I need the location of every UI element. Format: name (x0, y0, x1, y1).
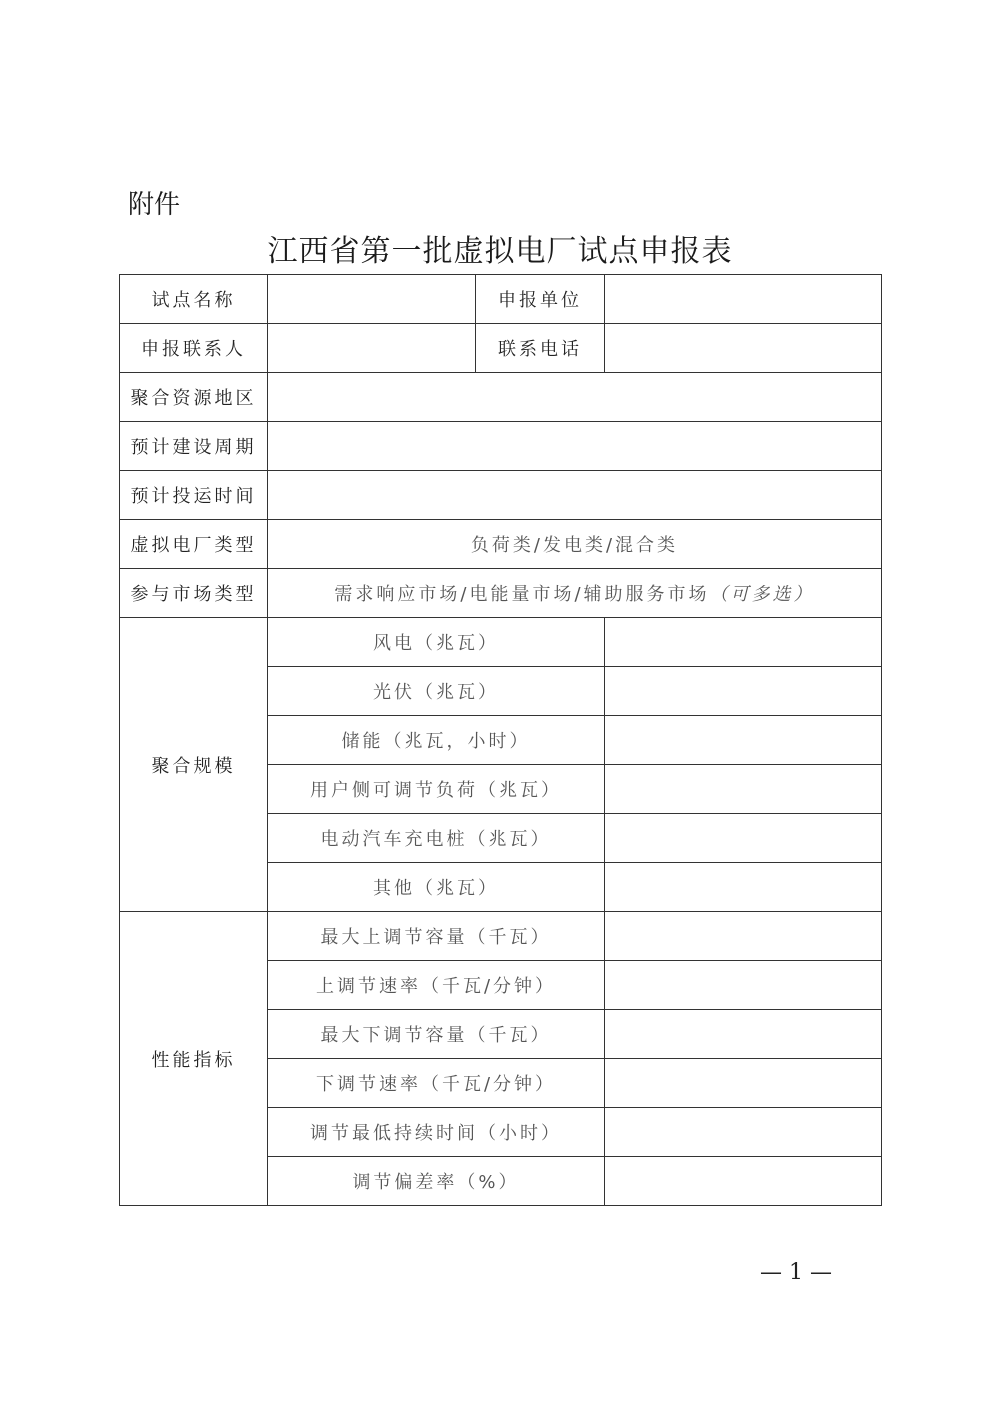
table-row (120, 373, 882, 422)
document-title: 江西省第一批虚拟电厂试点申报表 (267, 234, 733, 269)
table-row (120, 912, 882, 961)
scale-item-field[interactable] (605, 863, 882, 912)
scale-item-field[interactable] (605, 716, 882, 765)
operation-time-label: 预计投运时间 (120, 471, 268, 520)
performance-item-label: 下调节速率（千瓦/分钟） (268, 1059, 605, 1108)
table-row (120, 275, 882, 324)
table-row (120, 471, 882, 520)
aggregate-scale-label: 聚合规模 (120, 618, 268, 912)
vpp-type-label: 虚拟电厂类型 (120, 520, 268, 569)
table-row (120, 569, 882, 618)
scale-item-label: 其他（兆瓦） (268, 863, 605, 912)
pilot-name-field[interactable] (268, 275, 476, 324)
performance-item-label: 最大上调节容量（千瓦） (268, 912, 605, 961)
contact-person-field[interactable] (268, 324, 476, 373)
performance-label: 性能指标 (120, 912, 268, 1206)
performance-item-field[interactable] (605, 1108, 882, 1157)
scale-item-label: 用户侧可调节负荷（兆瓦） (268, 765, 605, 814)
scale-item-field[interactable] (605, 667, 882, 716)
table-row (120, 324, 882, 373)
scale-item-label: 储能（兆瓦，小时） (268, 716, 605, 765)
page-number: — 1 — (760, 1260, 832, 1285)
applicant-unit-label: 申报单位 (476, 275, 605, 324)
performance-item-label: 上调节速率（千瓦/分钟） (268, 961, 605, 1010)
performance-item-label: 调节最低持续时间（小时） (268, 1108, 605, 1157)
scale-item-label: 电动汽车充电桩（兆瓦） (268, 814, 605, 863)
resource-region-label: 聚合资源地区 (120, 373, 268, 422)
performance-item-field[interactable] (605, 961, 882, 1010)
performance-item-field[interactable] (605, 1010, 882, 1059)
table-row (120, 422, 882, 471)
scale-item-label: 风电（兆瓦） (268, 618, 605, 667)
vpp-type-options[interactable]: 负荷类/发电类/混合类 (268, 520, 882, 569)
market-type-options[interactable] (268, 569, 882, 618)
scale-item-field[interactable] (605, 814, 882, 863)
construction-period-label: 预计建设周期 (120, 422, 268, 471)
contact-phone-label: 联系电话 (476, 324, 605, 373)
applicant-unit-field[interactable] (605, 275, 882, 324)
performance-item-label: 调节偏差率（%） (268, 1157, 605, 1206)
market-type-note: （可多选） (709, 584, 815, 605)
performance-item-field[interactable] (605, 1059, 882, 1108)
operation-time-field[interactable] (268, 471, 882, 520)
market-type-label: 参与市场类型 (120, 569, 268, 618)
application-form-table (119, 274, 882, 1206)
scale-item-field[interactable] (605, 765, 882, 814)
scale-item-label: 光伏（兆瓦） (268, 667, 605, 716)
performance-item-field[interactable] (605, 1157, 882, 1206)
table-row (120, 520, 882, 569)
performance-item-field[interactable] (605, 912, 882, 961)
scale-item-field[interactable] (605, 618, 882, 667)
contact-phone-field[interactable] (605, 324, 882, 373)
pilot-name-label: 试点名称 (120, 275, 268, 324)
contact-person-label: 申报联系人 (120, 324, 268, 373)
attachment-label: 附件 (128, 190, 181, 220)
construction-period-field[interactable] (268, 422, 882, 471)
resource-region-field[interactable] (268, 373, 882, 422)
table-row (120, 618, 882, 667)
market-type-options-text: 需求响应市场/电能量市场/辅助服务市场 (334, 584, 710, 605)
performance-item-label: 最大下调节容量（千瓦） (268, 1010, 605, 1059)
